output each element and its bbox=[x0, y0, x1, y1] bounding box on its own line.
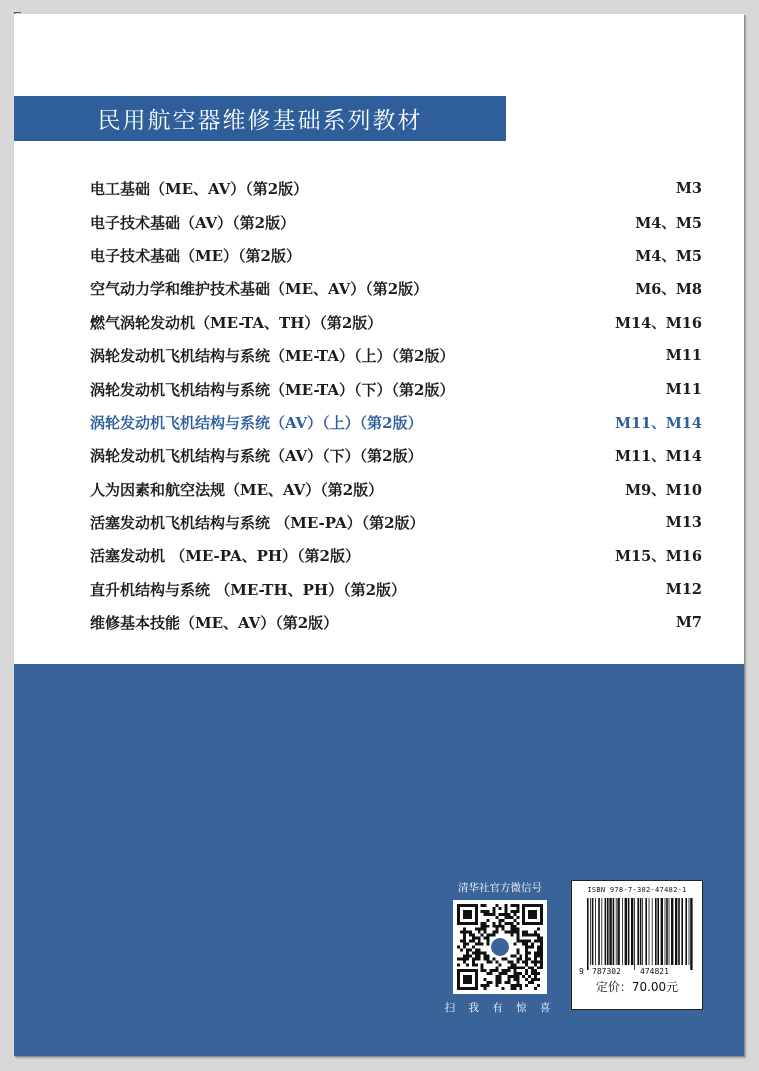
book-module-code: M7 bbox=[675, 614, 702, 632]
qr-caption: 清华社官方微信号 bbox=[458, 882, 542, 894]
book-title: 电子技术基础（ME）（第2版） bbox=[90, 246, 301, 265]
series-title-banner bbox=[14, 96, 506, 141]
book-module-code: M11、M14 bbox=[615, 414, 702, 432]
book-title: 活塞发动机飞机结构与系统 （ME-PA）（第2版） bbox=[90, 514, 425, 533]
book-row bbox=[90, 573, 702, 606]
book-module-code: M9、M10 bbox=[625, 481, 702, 499]
book-row bbox=[90, 306, 702, 339]
book-module-code: M3 bbox=[675, 180, 702, 198]
series-title: 民用航空器维修基础系列教材 bbox=[97, 108, 423, 134]
book-row bbox=[90, 205, 702, 238]
book-module-code: M15、M16 bbox=[615, 548, 702, 566]
book-module-code: M12 bbox=[665, 580, 702, 598]
book-row bbox=[90, 473, 702, 506]
isbn-barcode-block bbox=[571, 880, 703, 1010]
book-title: 涡轮发动机飞机结构与系统（AV）（下）（第2版） bbox=[90, 447, 423, 466]
book-module-code: M14、M16 bbox=[615, 314, 702, 332]
book-module-code: M6、M8 bbox=[635, 281, 702, 299]
book-row bbox=[90, 372, 702, 405]
barcode-digits-right: 474821 bbox=[640, 967, 669, 976]
isbn-number: ISBN 978-7-302-47482-1 bbox=[587, 886, 687, 894]
book-module-code: M11 bbox=[665, 380, 702, 398]
book-title: 涡轮发动机飞机结构与系统（ME-TA）（上）（第2版） bbox=[90, 347, 455, 366]
book-row bbox=[90, 339, 702, 372]
book-row bbox=[90, 539, 702, 572]
barcode-icon bbox=[578, 896, 696, 976]
book-list bbox=[90, 172, 702, 639]
book-title: 空气动力学和维护技术基础（ME、AV）（第2版） bbox=[90, 280, 429, 299]
book-row bbox=[90, 406, 702, 439]
book-row bbox=[90, 506, 702, 539]
book-title: 涡轮发动机飞机结构与系统（ME-TA）（下）（第2版） bbox=[90, 380, 455, 399]
book-row bbox=[90, 172, 702, 205]
book-title: 燃气涡轮发动机（ME-TA、TH）（第2版） bbox=[90, 313, 383, 332]
book-title: 电工基础（ME、AV）（第2版） bbox=[90, 180, 309, 199]
book-title: 电子技术基础（AV）（第2版） bbox=[90, 213, 296, 232]
book-row bbox=[90, 606, 702, 639]
price-label: 定价：70.00元 bbox=[595, 980, 679, 994]
book-title: 维修基本技能（ME、AV）（第2版） bbox=[90, 614, 339, 633]
wechat-qr-block bbox=[444, 880, 556, 1015]
book-title: 直升机结构与系统 （ME-TH、PH）（第2版） bbox=[90, 580, 407, 599]
book-row bbox=[90, 439, 702, 472]
book-back-cover bbox=[14, 14, 744, 1056]
book-title: 涡轮发动机飞机结构与系统（AV）（上）（第2版） bbox=[90, 413, 423, 432]
barcode-digits-left: 787302 bbox=[592, 967, 621, 976]
book-title: 活塞发动机 （ME-PA、PH）（第2版） bbox=[90, 547, 360, 566]
book-module-code: M4、M5 bbox=[635, 214, 702, 232]
book-module-code: M11、M14 bbox=[615, 448, 702, 466]
book-row bbox=[90, 239, 702, 272]
book-module-code: M13 bbox=[665, 514, 702, 532]
qr-code-icon bbox=[453, 900, 547, 994]
barcode-digit-lead: 9 bbox=[579, 967, 584, 976]
book-title: 人为因素和航空法规（ME、AV）（第2版） bbox=[90, 480, 384, 499]
book-module-code: M4、M5 bbox=[635, 247, 702, 265]
book-row bbox=[90, 272, 702, 305]
qr-scan-text: 扫 我 有 惊 喜 bbox=[444, 1002, 556, 1014]
book-module-code: M11 bbox=[665, 347, 702, 365]
